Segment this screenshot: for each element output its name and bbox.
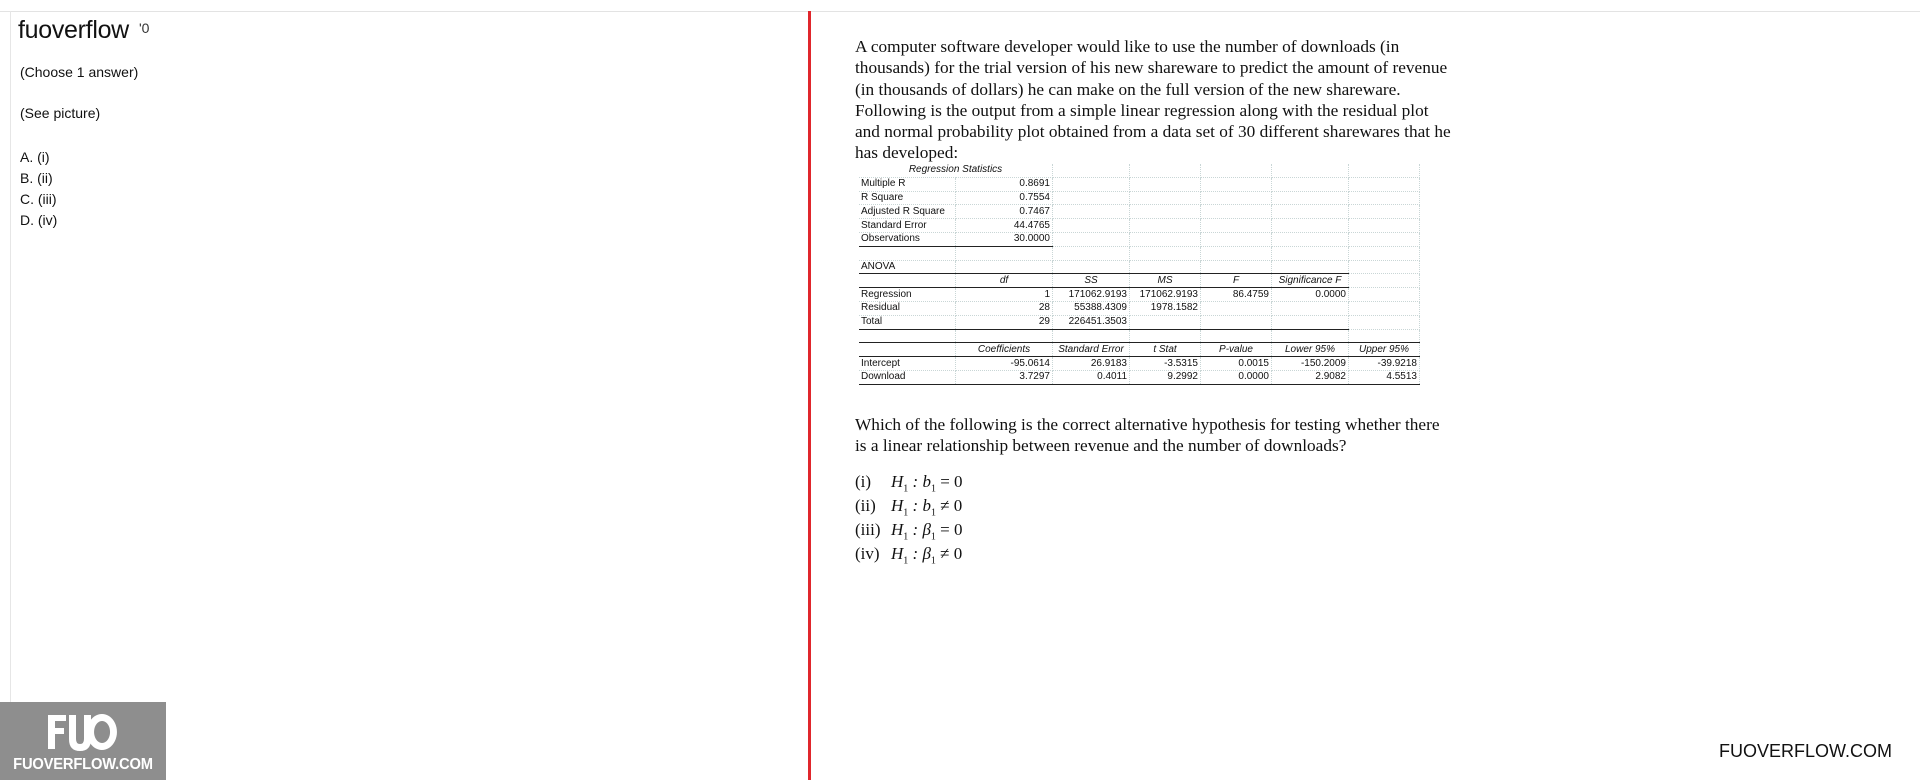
table-cell: Intercept xyxy=(859,357,956,371)
top-separator xyxy=(0,11,1920,12)
table-cell: Regression xyxy=(859,288,956,302)
table-cell: 1978.1582 xyxy=(1130,301,1201,315)
answer-option-a[interactable]: A. (i) xyxy=(20,149,50,165)
table-cell: 30.0000 xyxy=(956,232,1053,246)
table-cell: 0.4011 xyxy=(1053,370,1130,384)
table-header: Standard Error xyxy=(1053,343,1130,357)
problem-question: Which of the following is the correct alternative hypothesis for testing whether there is a linear relationship between revenue and the number of downloads? xyxy=(855,415,1440,456)
table-cell: 44.4765 xyxy=(956,219,1053,233)
table-cell: Download xyxy=(859,370,956,384)
table-cell: 0.0000 xyxy=(1201,370,1272,384)
hypothesis-options xyxy=(855,470,963,566)
table-header: Upper 95% xyxy=(1349,343,1420,357)
brand-tail-text: '0 xyxy=(139,20,150,36)
table-cell: 4.5513 xyxy=(1349,370,1420,384)
table-cell: 0.7554 xyxy=(956,191,1053,205)
option-label: (i) xyxy=(855,472,872,491)
hypothesis-option-i: (i) $H_1$ : $b_1 = 0$ xyxy=(855,472,963,495)
option-label: (ii) xyxy=(855,496,876,515)
table-cell: 3.7297 xyxy=(956,370,1053,384)
table-cell: Adjusted R Square xyxy=(859,205,956,219)
hypothesis-option-ii: (ii) $H_1$ : $b_1 \ne 0$ xyxy=(855,496,963,519)
table-header: t Stat xyxy=(1130,343,1201,357)
table-cell: -39.9218 xyxy=(1349,357,1420,371)
table-cell: 0.0000 xyxy=(1272,288,1349,302)
table-cell: 28 xyxy=(956,301,1053,315)
regression-output-table xyxy=(859,164,1420,385)
table-cell: ANOVA xyxy=(859,260,956,274)
table-cell: 0.7467 xyxy=(956,205,1053,219)
table-header: Lower 95% xyxy=(1272,343,1349,357)
table-cell: 2.9082 xyxy=(1272,370,1349,384)
answer-option-d[interactable]: D. (iv) xyxy=(20,212,58,228)
table-cell: Multiple R xyxy=(859,177,956,191)
table-cell: 86.4759 xyxy=(1201,288,1272,302)
answer-option-b[interactable]: B. (ii) xyxy=(20,170,53,186)
footer-site-name: FUOVERFLOW.COM xyxy=(1719,741,1893,761)
table-header: F xyxy=(1201,274,1272,288)
table-header: MS xyxy=(1130,274,1201,288)
problem-intro: A computer software developer would like to use the number of downloads (in thousands) for the trial version of his new shareware to predict the amount of revenue (in thousands of dollars) he can make on the full version of the new shareware. Following is the output from a simple linear regression along with the residual plot and normal probability plot obtained from a data set of 30 different sharewares that he has developed: xyxy=(855,37,1451,163)
table-cell: Observations xyxy=(859,232,956,246)
table-header: SS xyxy=(1053,274,1130,288)
table-header: Significance F xyxy=(1272,274,1349,288)
table-cell: 0.8691 xyxy=(956,177,1053,191)
question-instruction: (Choose 1 answer) xyxy=(20,64,139,80)
table-cell: 1 xyxy=(956,288,1053,302)
table-header: df xyxy=(956,274,1053,288)
left-panel-border xyxy=(10,11,11,780)
hypothesis-option-iv: (iv) $H_1$ : $\beta_1 \ne 0$ xyxy=(855,544,963,567)
option-label: (iii) xyxy=(855,520,881,539)
answer-list xyxy=(20,147,57,231)
option-label: (iv) xyxy=(855,544,880,563)
table-cell: -3.5315 xyxy=(1130,357,1201,371)
table-cell: 26.9183 xyxy=(1053,357,1130,371)
table-header: P-value xyxy=(1201,343,1272,357)
table-cell: 0.0015 xyxy=(1201,357,1272,371)
site-brand[interactable]: fuoverflow xyxy=(18,16,129,44)
table-cell: 9.2992 xyxy=(1130,370,1201,384)
table-cell: 226451.3503 xyxy=(1053,315,1130,329)
table-cell: -150.2009 xyxy=(1272,357,1349,371)
fuo-logo-mark-icon xyxy=(46,711,118,753)
table-cell: Standard Error xyxy=(859,219,956,233)
table-cell: 55388.4309 xyxy=(1053,301,1130,315)
hypothesis-option-iii: (iii) $H_1$ : $\beta_1 = 0$ xyxy=(855,520,963,543)
table-cell: Residual xyxy=(859,301,956,315)
table-cell: Regression Statistics xyxy=(859,164,1053,177)
logo-text: FUOVERFLOW.COM xyxy=(13,756,153,773)
table-cell: 29 xyxy=(956,315,1053,329)
table-cell: Total xyxy=(859,315,956,329)
table-cell: 171062.9193 xyxy=(1053,288,1130,302)
panel-divider xyxy=(808,11,811,780)
table-cell: -95.0614 xyxy=(956,357,1053,371)
see-picture-note: (See picture) xyxy=(20,105,101,121)
table-cell: 171062.9193 xyxy=(1130,288,1201,302)
table-header: Coefficients xyxy=(956,343,1053,357)
answer-option-c[interactable]: C. (iii) xyxy=(20,191,57,207)
fuoverflow-logo xyxy=(0,702,166,780)
table-cell: R Square xyxy=(859,191,956,205)
